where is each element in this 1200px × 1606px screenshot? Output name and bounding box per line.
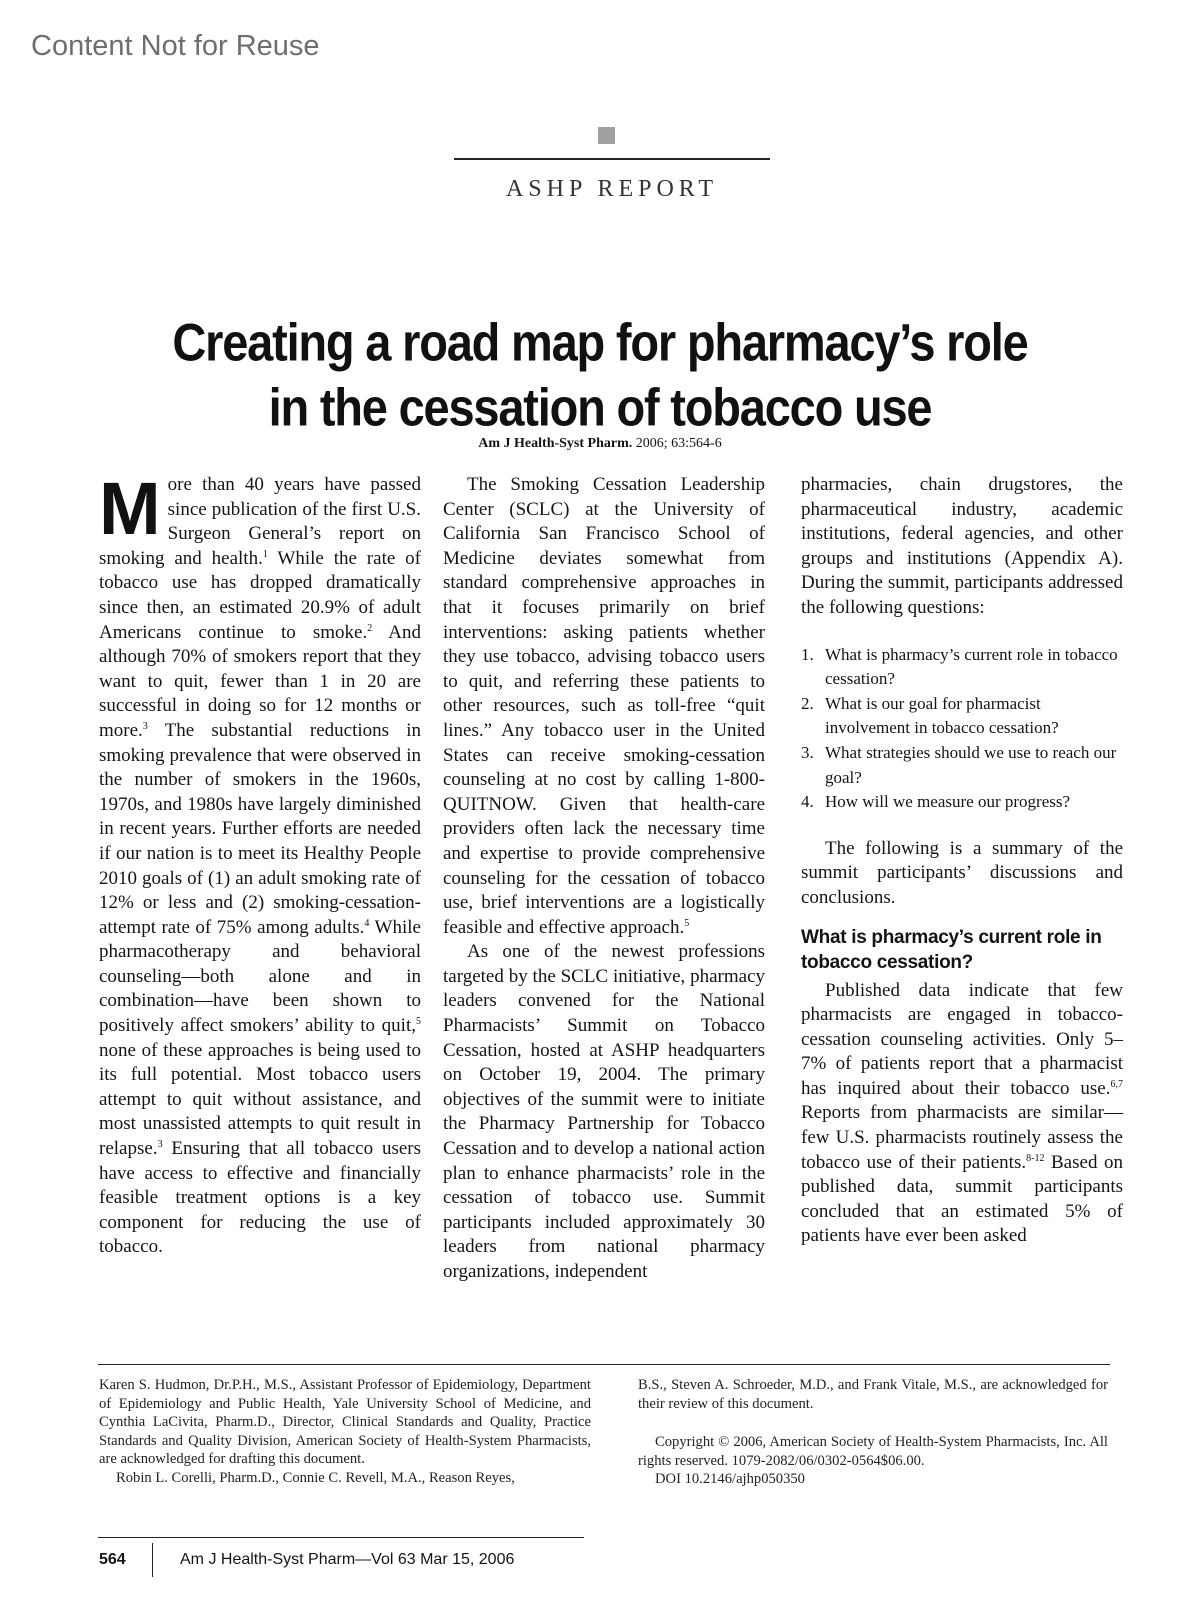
reference-sup: 2 [367, 622, 373, 634]
text-run: And although 70% of smokers report that they want to quit, fewer than 1 in 20 are successful in doing so for 12 months or more. [99, 621, 421, 741]
list-text: What strategies should we use to reach our goal? [825, 742, 1117, 787]
paragraph [801, 979, 1123, 1250]
list-item [801, 790, 1123, 815]
text-run: While the rate of tobacco use has dropped dramatically since then, an estimated 20.9% of adult Americans continue to smoke. [99, 547, 421, 643]
body-column-3 [801, 473, 1123, 1249]
footnote-text: Karen S. Hudmon, Dr.P.H., M.S., Assistant Professor of Epidemiology, Department of Epidemiology and Public Health, Yale University School of Medicine, and Cynthia LaCivita, Pharm.D., Director, Clinical Standards and Quality, Practice Standards and Quality Division, American Society of Health-System Pharmacists, are acknowledged for drafting this document. [99, 1377, 591, 1467]
list-text: What is pharmacy’s current role in tobacco cessation? [825, 644, 1118, 689]
list-number: 1. [801, 644, 814, 664]
title-line-1: Creating a road map for pharmacy’s role [172, 312, 1028, 372]
section-label: ASHP REPORT [505, 176, 719, 202]
citation-details: 2006; 63:564-6 [635, 436, 722, 451]
text-run: Based on published data, summit participants concluded that an estimated 5% of patients have ever been asked [801, 1151, 1123, 1247]
reference-sup: 8-12 [1026, 1152, 1045, 1164]
doi: DOI 10.2146/ajhp050350 [655, 1471, 805, 1487]
text-run: Reports from pharmacists are similar—few U.S. pharmacists routinely assess the tobacco use of their patients. [801, 1102, 1123, 1173]
reference-sup: 5 [416, 1016, 421, 1028]
citation-journal: Am J Health-Syst Pharm. [478, 436, 633, 451]
list-text: How will we measure our progress? [825, 792, 1071, 812]
copyright-notice: Copyright © 2006, American Society of Health-System Pharmacists, Inc. All rights reserved. 1079-2082/06/0302-0564$06.00. [638, 1434, 1108, 1469]
paragraph: As one of the newest professions targeted by the SCLC initiative, pharmacy leaders convened for the National Pharmacists’ Summit on Tobacco Cessation, hosted at ASHP headquarters on October 19, 2004. The primary objectives of the summit were to initiate the Pharmacy Partnership for Tobacco Cessation and to develop a national action plan to enhance pharmacists’ role in the cessation of tobacco use. Summit participants included approximately 30 leaders from national pharmacy organizations, independent [443, 941, 765, 1282]
paragraph: The following is a summary of the summit participants’ discussions and conclusions. [801, 837, 1123, 908]
paragraph [443, 473, 765, 940]
article-title [150, 310, 1050, 440]
section-heading: What is pharmacy’s current role in tobacco cessation? [801, 926, 1102, 973]
running-footer: Am J Health-Syst Pharm—Vol 63 Mar 15, 2006 [180, 1551, 515, 1568]
text-run: The Smoking Cessation Leadership Center (SCLC) at the University of California San Francisco School of Medicine deviates somewhat from standard comprehensive approaches in that it focuses primarily on brief interventions: asking patients whether they use tobacco, advising tobacco users to quit, and referring these patients to other resources, such as toll-free “quit lines.” Any tobacco user in the United States can receive smoking-cessation counseling at no cost by calling 1-800-QUITNOW. Given that health-care providers often lack the necessary time and expertise to provide comprehensive counseling for the cessation of tobacco use, brief interventions are a logistically feasible and effective approach. [443, 474, 765, 938]
footnote-right [638, 1376, 1108, 1489]
list-number: 3. [801, 742, 814, 762]
watermark: Content Not for Reuse [31, 30, 320, 62]
page-number: 564 [99, 1551, 126, 1568]
header-rule [454, 158, 770, 160]
reference-sup: 3 [157, 1139, 163, 1151]
text-run: none of these approaches is being used to its full potential. Most tobacco users attempt to quit without assistance, and most unassisted attempts to quit result in relapse. [99, 1039, 421, 1160]
text-run: The substantial reductions in smoking prevalence that were observed in the number of smokers in the 1960s, 1970s, and 1980s have largely diminished in recent years. Further efforts are needed if our nation is to meet its Healthy People 2010 goals of (1) an adult smoking rate of 12% or less and (2) smoking-cessation-attempt rate of 75% among adults. [99, 719, 421, 938]
text-run: ore than 40 years have passed since publication of the first U.S. Surgeon General’s report on smoking and health. [99, 474, 421, 569]
reference-sup: 4 [364, 917, 370, 929]
section-marker [598, 127, 615, 144]
citation [300, 436, 900, 452]
body-column-1 [99, 467, 421, 1260]
question-list [801, 643, 1123, 815]
list-item [801, 643, 1123, 692]
reference-sup: 5 [684, 917, 690, 929]
drop-cap: M [99, 467, 161, 550]
reference-sup: 3 [142, 720, 148, 732]
footnote-rule [98, 1364, 1110, 1365]
footnote-text: B.S., Steven A. Schroeder, M.D., and Frank Vitale, M.S., are acknowledged for their review of this document. [638, 1377, 1108, 1412]
paragraph [99, 467, 421, 1260]
list-text: What is our goal for pharmacist involvement in tobacco cessation? [825, 693, 1059, 738]
list-number: 4. [801, 792, 814, 812]
list-number: 2. [801, 693, 814, 713]
paragraph: pharmacies, chain drugstores, the pharmaceutical industry, academic institutions, federal agencies, and other groups and institutions (Appendix A). During the summit, participants addressed the following questions: [801, 474, 1123, 618]
reference-sup: 6,7 [1110, 1078, 1123, 1090]
title-line-2: in the cessation of tobacco use [268, 377, 932, 437]
body-column-2 [443, 473, 765, 1285]
page-footer-divider [152, 1543, 153, 1577]
page-footer-rule [98, 1537, 584, 1538]
reference-sup: 1 [262, 548, 268, 560]
text-run: Ensuring that all tobacco users have access to effective and financially feasible treatment options is a key component for reducing the use of tobacco. [99, 1138, 421, 1258]
footnote-left [99, 1376, 591, 1487]
list-item [801, 692, 1123, 741]
list-item [801, 741, 1123, 790]
text-run: While pharmacotherapy and behavioral counseling—both alone and in combination—have been shown to positively affect smokers’ ability to quit, [99, 916, 421, 1037]
footnote-text: Robin L. Corelli, Pharm.D., Connie C. Revell, M.A., Reason Reyes, [116, 1469, 515, 1486]
text-run: Published data indicate that few pharmacists are engaged in tobacco-cessation counseling activities. Only 5–7% of patients report that a pharmacist has inquired about their tobacco use. [801, 979, 1123, 1099]
